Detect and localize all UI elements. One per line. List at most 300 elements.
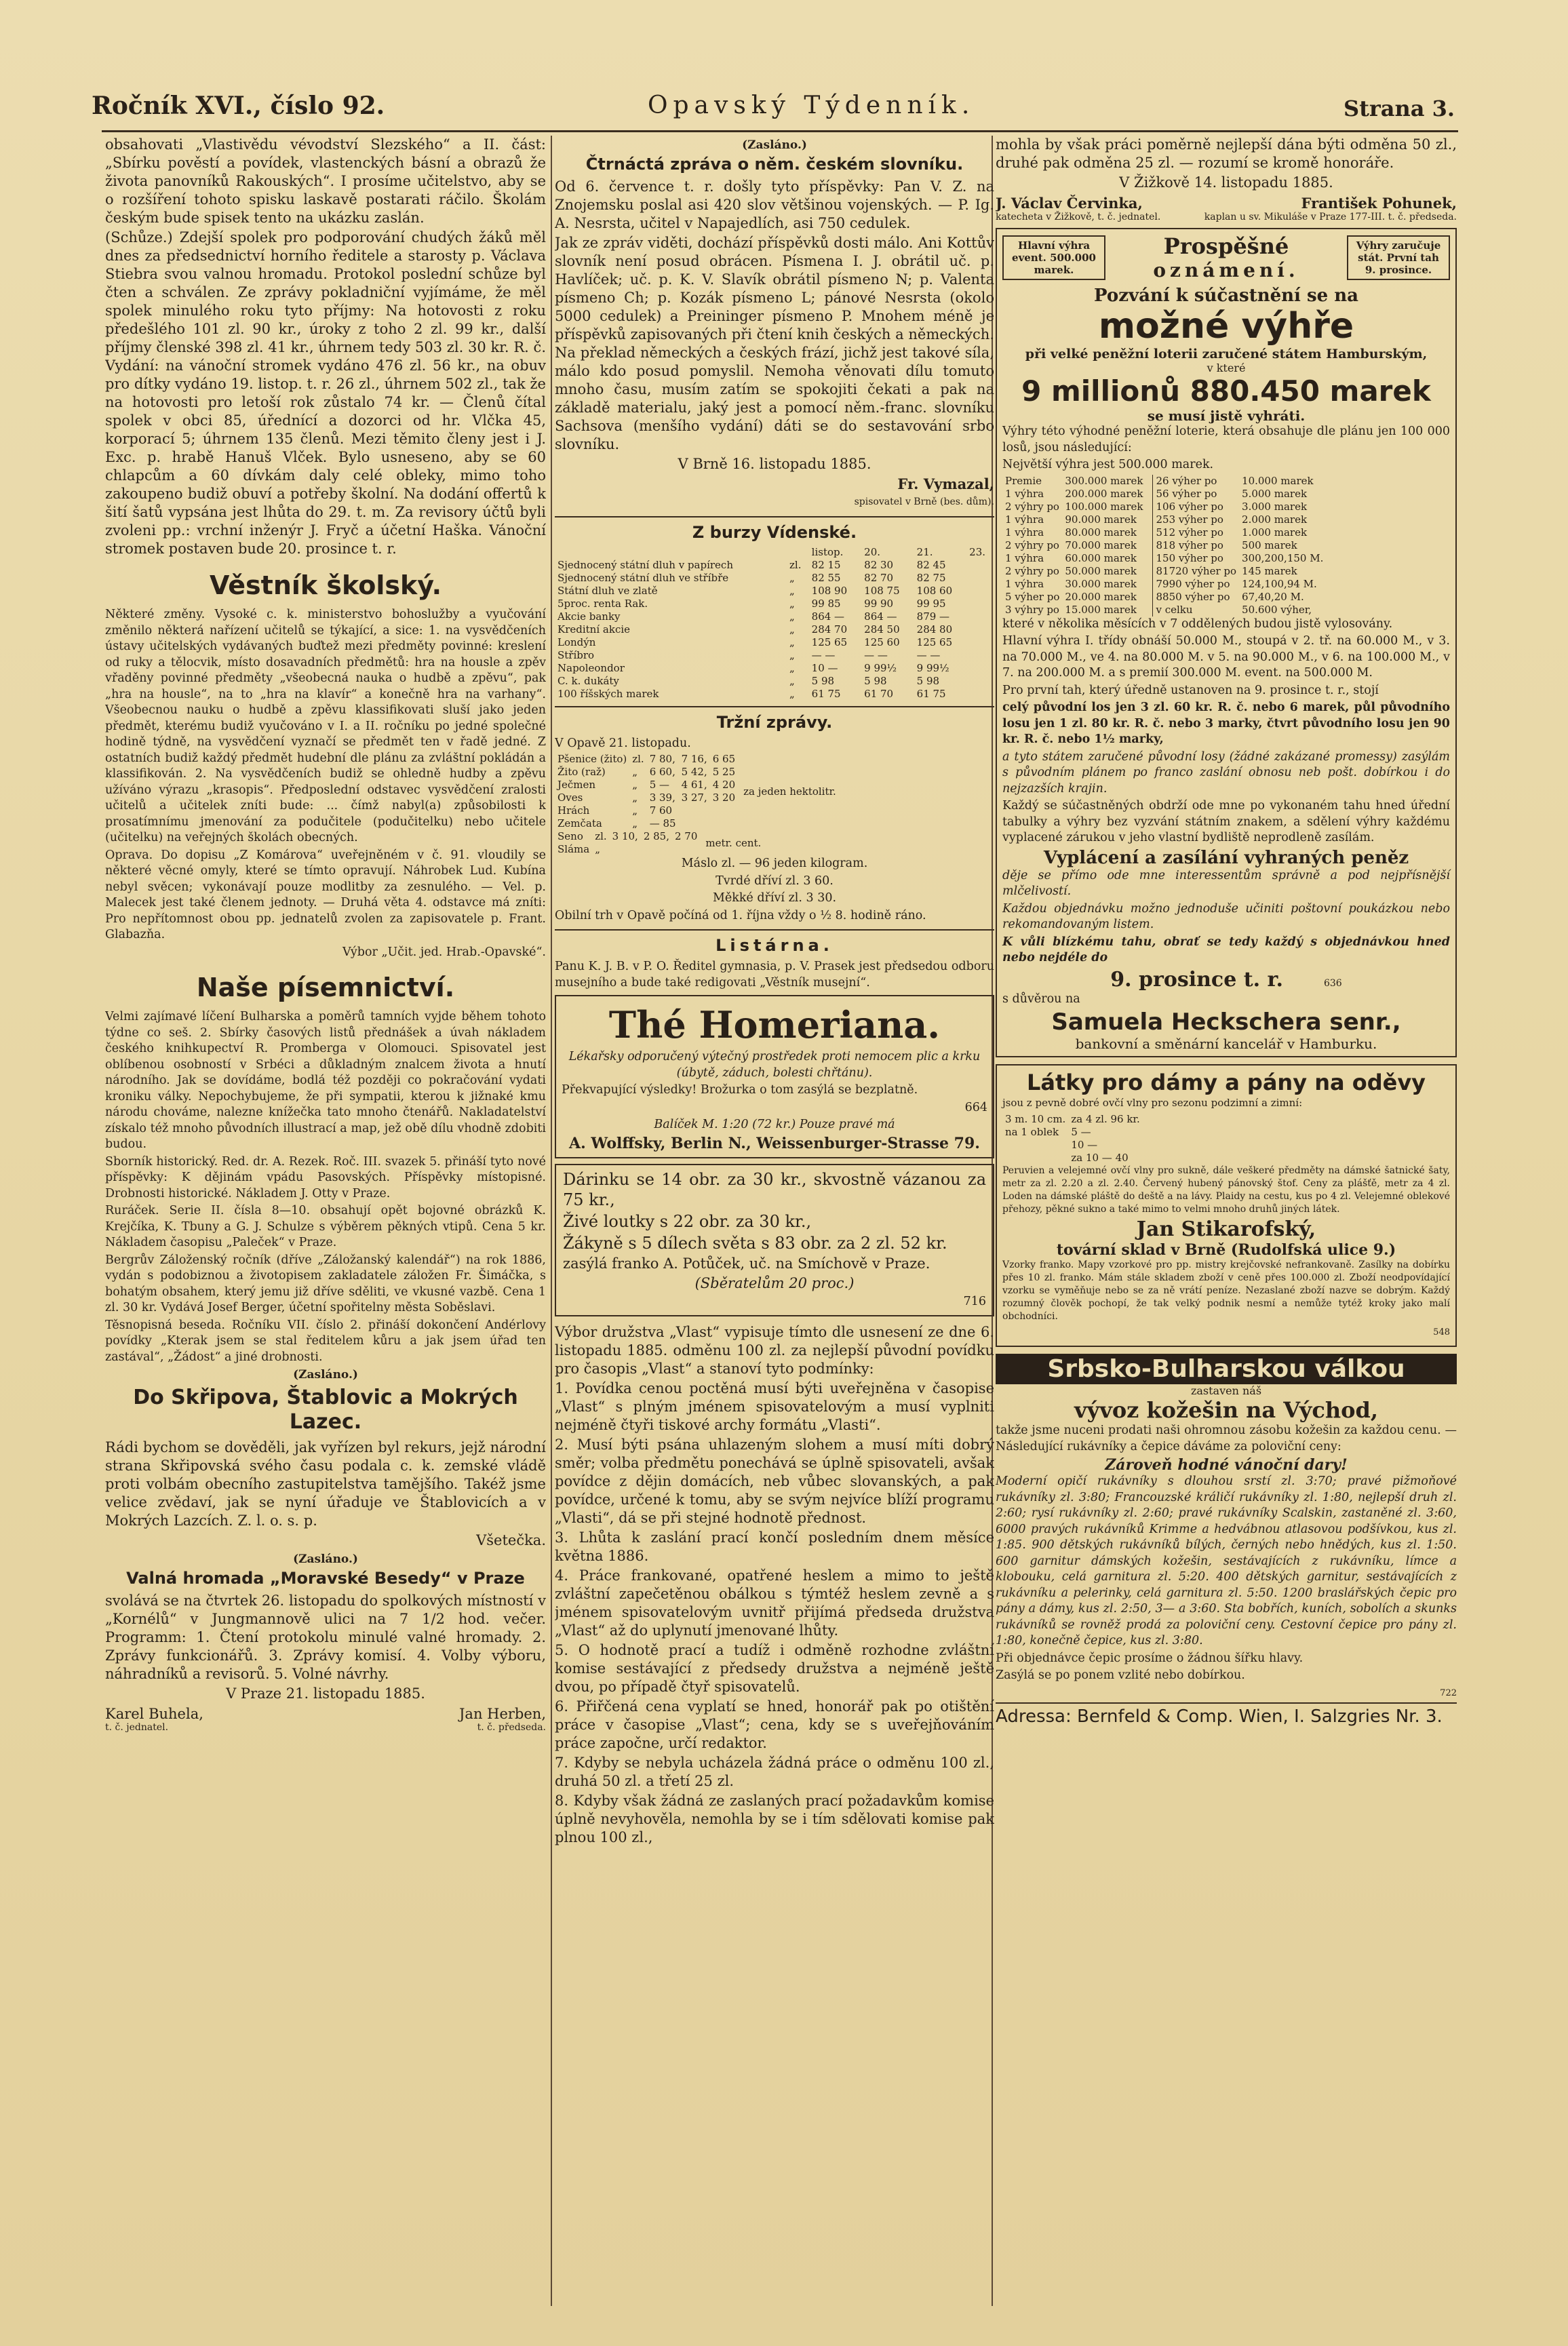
latky-ad (996, 1064, 1457, 1347)
article-text: Těsnopisná beseda. Ročníku VII. číslo 2. přináší dokončení Andérlovy povídky „Kterak jsem se stal ředitelem kůru a jak jsem úřad ten zastával“, „Žádost“ a jiné drobnosti. (105, 1318, 546, 1364)
table-cell: 5 98 (916, 674, 940, 687)
table-cell: „ (789, 648, 795, 661)
market-note: Máslo zl. — 96 jeden kilogram. (681, 857, 868, 870)
table-row (555, 675, 994, 688)
article-text: svolává se na čtvrtek 26. listopadu do spolkových místností v „Kornélů“ v Jungmannově ulici na 7 1/2 hod. večer. Programm: 1. Čtení protokolu minulé valné hromady. 2. Zprávy funkcionářů. 3. Zprávy komisí. 4. Volby výboru, náhradníků a revisorů. 5. Volné návrhy. (105, 1592, 546, 1682)
table-cell: zl. (595, 830, 607, 842)
article-text: 4. Práce frankované, opatřené heslem a mimo to ještě zvláštní zapečetěnou obálkou s týmtéž heslem zevně a s jménem spisovatelovým uvnitř přijímá předseda družstva „Vlast“ až do uplynutí jmenované lhůty. (555, 1567, 994, 1639)
table-cell: 2 70 (675, 830, 698, 842)
ad-firm-sub: bankovní a směnární kancelář v Hamburku. (1075, 1036, 1377, 1052)
table-cell: 56 výher po (1156, 487, 1217, 500)
article-text: Ruráček. Serie II. čísla 8—10. obsahují opět bojovné obrázků K. Krejčíka, K. Tbuny a G. J. Schulze s výběrem pěkných vtipů. Cena 5 kr. Nákladem časopisu „Paleček“ v Praze. (105, 1204, 546, 1249)
table-cell: 10 — (811, 661, 838, 674)
divider (555, 706, 994, 707)
section-heading: Věstník školský. (209, 570, 442, 600)
table-row (555, 804, 738, 817)
ad-text: takže jsme nuceni prodati naši ohromnou zásobu kožešin za každou cenu. — Následující rukávníky a čepice dáváme za poloviční ceny: (996, 1424, 1457, 1453)
table-cell: zl. (789, 558, 802, 571)
table-row (1153, 513, 1327, 526)
ad-number: 716 (963, 1294, 986, 1308)
table-row (555, 598, 994, 610)
table-row (555, 791, 738, 804)
ad-text: Největší výhra jest 500.000 marek. (1002, 458, 1214, 471)
table-cell: „ (595, 843, 600, 855)
ad-text: Peruvien a velejemné ovčí vlny pro sukně, dále veškeré předměty na dámské šatnické šaty, metr za zl. 2.20 a zl. 2.40. Červený hubený pánovský štof. Ceny za plášťě, metr za 4 zl. Loden na dámské pláště do deště a na lávy. Plaidy na cestu, kus po 4 zl. Velejemné oblekové přehozy, pěkné sukno a také mimo to velmi mnoho druhů jiných látek. (1002, 1165, 1450, 1215)
homeriana-ad (555, 995, 994, 1158)
table-row (1002, 539, 1145, 552)
ad-heading: vývoz kožešin na Východ, (1074, 1397, 1378, 1423)
article-text: 1. Povídka cenou poctěná musí býti uveřejněna v časopise „Vlast“ s plným jménem spisovatelovým a musí vyplniti nejméně čtyři tiskové archy formátu „Vlasti“. (555, 1380, 994, 1433)
ad-address: A. Wolffsky, Berlin N., Weissenburger-Strasse 79. (569, 1134, 980, 1152)
article-text: 2. Musí býti psána uhlazeným slohem a musí míti dobrý směr; volba předmětu ponechává se úplně spisovateli, avšak povídce z dějin domácích, neb vůbec slovanských, a pak povídce, určené k tomu, aby se svým nejvíce blíží programu „Vlasti“, dá se při stejné hodnotě přednost. (555, 1436, 994, 1526)
signer-role: t. č. jednatel. (105, 1722, 169, 1733)
zaslano-label: (Zasláno.) (293, 1368, 358, 1382)
section-heading: Z burzy Vídenské. (692, 522, 857, 542)
ad-heading: Zároveň hodné vánoční dary! (1105, 1456, 1348, 1474)
table-row (555, 766, 738, 779)
ad-text: Dárinku se 14 obr. za 30 kr., skvostně vázanou za 75 kr., (563, 1169, 986, 1209)
burza-table (555, 546, 994, 701)
dateline: V Praze 21. listopadu 1885. (226, 1685, 425, 1702)
table-row (1153, 475, 1327, 488)
ad-firm-sub: tovární sklad v Brně (Rudolfská ulice 9.) (1056, 1240, 1396, 1259)
table-row (1002, 1152, 1143, 1165)
table-cell: „ (632, 766, 638, 778)
table-cell (679, 804, 710, 817)
table-cell: „ (789, 584, 795, 597)
table-cell: 818 výher po (1156, 539, 1223, 551)
table-cell (787, 546, 809, 559)
table-cell: 99 95 (916, 597, 946, 610)
zaslano-label: (Zasláno.) (293, 1552, 358, 1566)
table-cell: 284 80 (916, 623, 953, 636)
article-text: Rádi bychom se dověděli, jak vyřízen byl rekurs, jejž národní strana Skřipovská svého času podala c. k. zemské vládě proti volbám obecního zastupitelstva tamějšího. Takéž jsme velice zvědaví, jak se nyní úřaduje ve Štablovicích a v Mokrých Lazcích. Z. l. o. s. p. (105, 1439, 546, 1529)
table-cell: 82 75 (916, 571, 946, 584)
zaslano-label: (Zasláno.) (742, 138, 807, 152)
table-cell: 61 75 (811, 687, 841, 700)
ad-text: celý původní los jen 3 zl. 60 kr. R. č. nebo 6 marek, půl původního losu jen 1 zl. 80 kr. R. č. nebo 3 marky, čtvrt původního losu jen 90 kr. R. č. nebo 1½ marky, (1002, 701, 1450, 746)
table-cell: 864 — (811, 610, 845, 623)
article-text: Velmi zajímavé líčení Bulharska a poměrů tamních vyjde během tohoto týdne co seš. 2. Sbírky časových listů přednášek a úvah nákladem českého knihkupectví R. Promberga v Olomouci. Spisovatel jest oblíbenou osobností v Srbéci a důkladným znalcem života a hnutí národního. Jak se dovídáme, bodlá též později co pokračování vydati kroniku války. Nepochybujeme, že při sympatii, kterou k jižnaké kmu národu chováme, nalezne knížečka tato mnoho čtenářů. Nakladatelství získalo též mnoho původních illustrací a map, jež obě dílu vhodně zdobiti budou. (105, 1010, 546, 1151)
table-cell: 99 90 (864, 597, 894, 610)
ad-heading: v které (1207, 361, 1246, 374)
table-cell: Kreditní akcie (557, 623, 631, 636)
table-row (1002, 1139, 1143, 1152)
table-cell (679, 817, 710, 830)
table-cell: Sláma (557, 843, 590, 855)
table-cell: „ (789, 636, 795, 648)
table-cell: zl. (632, 753, 644, 765)
table-row (1153, 526, 1327, 539)
ad-heading: se musí jistě vyhráti. (1147, 408, 1306, 424)
article-text: Sborník historický. Red. dr. A. Rezek. Roč. III. svazek 5. přináší tyto nové příspěvky: K dějinám vpádu Pasovských. Příspěvky místopisné. Drobnosti historické. Nákladem J. Otty v Praze. (105, 1154, 546, 1200)
ad-text: (Sběratelům 20 proc.) (694, 1274, 855, 1291)
table-cell: 67,40,20 M. (1242, 590, 1304, 603)
table-row (555, 572, 994, 585)
table-row (555, 843, 700, 856)
ad-firm: Jan Stikarofský, (1136, 1217, 1316, 1241)
ad-heading: Pozvání k súčastnění se na (1094, 286, 1358, 306)
table-cell: 4 61, (681, 779, 707, 791)
table-cell (710, 804, 738, 817)
table-cell: 3 10, (612, 830, 638, 842)
srbsko-ad (996, 1354, 1457, 1727)
ad-text: které v několika měsících v 7 oddělených budou jistě vylosovány. (1002, 617, 1393, 631)
table-cell: 82 30 (864, 558, 894, 571)
table-cell: „ (632, 804, 638, 817)
table-row (1002, 488, 1145, 501)
table-cell: 1 výhra (1005, 513, 1044, 526)
table-cell: 70.000 marek (1065, 539, 1137, 551)
divider (555, 929, 994, 931)
table-cell: Napoleondor (557, 661, 625, 674)
table-cell: 81720 výher po (1156, 564, 1237, 577)
table-cell: Ječmen (557, 779, 596, 791)
signature-left (105, 1706, 203, 1733)
issue-number: Ročník XVI., číslo 92. (92, 92, 385, 120)
ad-left-box: Hlavní výhra event. 500.000 marek. (1002, 235, 1105, 280)
table-cell: 108 75 (864, 584, 900, 597)
table-row (1002, 565, 1145, 578)
table-cell: 125 65 (811, 636, 848, 648)
table-cell: 6 65 (712, 753, 736, 765)
ad-number: 548 (1433, 1327, 1450, 1337)
table-cell: 3 20 (712, 791, 736, 804)
article-text: Bergrův Záloženský ročník (dříve „Záložanský kalendář“) na rok 1886, vydán s podobiznou a životopisem zakladatele záložen Fr. Šimáčka, s bohatým obsahem, který jemu již dříve sděliti, ve vkusné vazbě. Cena 1 zl. 30 kr. Vydává Josef Berger, účetní spořitelny města Soběslavi. (105, 1253, 546, 1314)
table-cell: Seno (557, 830, 583, 842)
table-row (555, 649, 994, 662)
table-header: 23. (969, 545, 986, 558)
table-cell: — — (811, 648, 836, 661)
table-cell: za 4 zl. 96 kr. (1071, 1112, 1140, 1125)
table-cell: „ (632, 817, 638, 829)
market-table (555, 753, 738, 830)
table-cell: 7 80, (649, 753, 675, 765)
table-cell: 61 75 (916, 687, 946, 700)
ad-text: Při objednávce čepic prosíme o žádnou šířku hlavy. (996, 1651, 1304, 1665)
table-cell: 80.000 marek (1065, 526, 1137, 539)
table-cell: na 1 oblek (1005, 1125, 1059, 1138)
table-cell: 500 marek (1242, 539, 1297, 551)
ad-text: Překvapující výsledky! Brožurka o tom zasýlá se bezplatně. (562, 1083, 918, 1097)
table-cell: Oves (557, 791, 583, 804)
table-cell: 5 98 (811, 674, 835, 687)
page-header (92, 92, 1455, 124)
unit-label: za jeden hektolitr. (743, 785, 836, 798)
table-cell: 2 výhry po (1005, 500, 1059, 513)
ad-text: a tyto státem zaručené původní losy (žádné zakázané promessy) zasýlám s původním plánem po franco zaslání obnosu neb pošt. dobírkou i do nejzazších krajin. (1002, 749, 1450, 796)
table-cell: Stříbro (557, 648, 595, 661)
table-cell: — 85 (649, 817, 676, 829)
table-cell: Pšenice (žito) (557, 753, 627, 765)
signature: Výbor „Učit. jed. Hrab.-Opavské“. (342, 945, 546, 959)
table-cell: „ (789, 674, 795, 687)
ad-heading: 9 millionů 880.450 marek (1021, 374, 1431, 408)
ad-text: Balíček M. 1:20 (72 kr.) Pouze pravé má (654, 1118, 895, 1131)
article-text: obsahovati „Vlastivědu vévodství Slezského“ a II. část: „Sbírku pověstí a povídek, vlastenckých básní a obrazů že života panovníků Rakouských“. I prosíme učitelstvo, aby se o rozšíření tohoto spisku laskavě postarati ráčilo. Školám českým bude spisek tento na ukázku zaslán. (105, 136, 546, 226)
table-row (1153, 604, 1327, 617)
table-cell: 50.600 výher, (1242, 603, 1312, 616)
market-note: Obilní trh v Opavě počíná od 1. října vždy o ½ 8. hodině ráno. (555, 908, 926, 922)
table-cell: 125 65 (916, 636, 953, 648)
article-text: Výbor družstva „Vlast“ vypisuje tímto dle usnesení ze dne 6. listopadu 1885. odměnu 100 zl. za nejlepší původní povídku pro časopis „Vlast“ a stanoví tyto podmínky: (555, 1324, 994, 1377)
article-text: Jak ze zpráv viděti, dochází příspěvků dosti málo. Ani Kottův slovník není posud obrácen. Písmena I. J. obrátil uč. p. Havlíček; uč. p. K. V. Slavík obrátil písmeno N; p. Valenta písmeno Ch; p. Kozák písmeno L; pánové Nesrsta (okolo 5000 cedulek) a Preininger písmeno P. Mnohem méně je příspěvků zapisovaných při čtení knih českých a německých. Na překlad německých a českých frází, jichž jest takové síla, málo kdo posud pomyslil. Nemoha věnovati dílu tomuto mnoho času, musím zatím se spokojiti čekati a pak na základě materialu, jaký jest a pomocí něm.-franc. slovníku Sachsova (menšího vydání) dáti se do sestavování srbo slovníku. (555, 235, 994, 452)
unit-label: metr. cent. (705, 837, 762, 849)
page-number: Strana 3. (1343, 96, 1455, 121)
ad-firm: Samuela Heckschera senr., (1051, 1009, 1401, 1036)
table-cell: Státní dluh ve zlatě (557, 584, 658, 597)
table-cell: 145 marek (1242, 564, 1297, 577)
ad-text: jsou z pevně dobré ovčí vlny pro sezonu podzimní a zimní: (1002, 1097, 1303, 1109)
table-cell: 90.000 marek (1065, 513, 1137, 526)
table-row (1153, 591, 1327, 604)
table-cell: 1 výhra (1005, 526, 1044, 539)
table-cell: 2 85, (643, 830, 669, 842)
table-row (1002, 604, 1145, 617)
ad-text: děje se přímo ode mne interessentům správně a pod nejpřísnější mlčelivostí. (1002, 868, 1450, 898)
article-text: 7. Kdyby se nebyla ucházela žádná práce o odměnu 100 zl., druhá 50 zl. a třetí 25 zl. (555, 1755, 994, 1789)
signer-role: kaplan u sv. Mikuláše v Praze 177-III. t. č. předseda. (1204, 212, 1457, 222)
ad-number: 636 (1323, 977, 1342, 989)
table-cell: 3.000 marek (1242, 500, 1308, 513)
dateline: V Opavě 21. listopadu. (555, 736, 691, 750)
table-row (1002, 591, 1145, 604)
table-cell: 512 výher po (1156, 526, 1223, 539)
table-cell: 5.000 marek (1242, 487, 1308, 500)
table-row (1153, 578, 1327, 591)
table-cell: 284 50 (864, 623, 900, 636)
table-cell: 300,200,150 M. (1242, 551, 1324, 564)
section-heading: Valná hromada „Moravské Besedy“ v Praze (126, 1569, 525, 1588)
signer-name: František Pohunek, (1301, 195, 1457, 212)
ad-title: Thé Homeriana. (608, 1003, 941, 1047)
article-text: Panu K. J. B. v P. O. Ředitel gymnasia, p. V. Prasek jest předsedou odboru musejního a bude také redigovati „Věstník musejní“. (555, 960, 994, 990)
table-cell: 5 42, (681, 766, 707, 778)
table-cell: 50.000 marek (1065, 564, 1137, 577)
table-cell (672, 843, 700, 856)
table-row (555, 662, 994, 675)
table-cell: Akcie banky (557, 610, 621, 623)
table-cell: — — (916, 648, 941, 661)
table-row (555, 753, 738, 766)
signer-name: J. Václav Červinka, (996, 195, 1143, 212)
signature-right (1204, 195, 1457, 222)
ad-text: Pro první tah, který úředně ustanoven na 9. prosince t. r., stojí (1002, 683, 1379, 697)
section-heading: Tržní zprávy. (716, 712, 833, 732)
table-cell: Žito (raž) (557, 766, 606, 778)
table-cell: 100 říšských marek (557, 687, 659, 700)
table-cell: C. k. dukáty (557, 674, 619, 687)
table-cell: 284 70 (811, 623, 848, 636)
prize-table (1152, 475, 1327, 617)
table-cell: 253 výher po (1156, 513, 1223, 526)
table-cell: 82 70 (864, 571, 894, 584)
table-cell: 10 — (1071, 1138, 1098, 1151)
ad-text: Výhry této výhodné peněžní loterie, která obsahuje dle plánu jen 100 000 losů, jsou následující: (1002, 425, 1450, 454)
ad-heading: při velké peněžní loterii zaručené státem Hamburským, (1025, 347, 1428, 361)
fabric-table (1002, 1113, 1143, 1165)
article-text: (Schůze.) Zdejší spolek pro podporování chudých žáků měl dnes za předsednictví horního ředitele a starosty p. Václava Stiebra svou valnou hromadu. Protokol poslední schůze byl čten a schválen. Ze zprávy pokladniční vyjímáme, že měl spolek minulého roku tyto příjmy: Na hotovosti z roku předešlého 101 zl. 90 kr., úroky z toho 2 zl. 99 kr., další příjmy členské 398 zl. 41 kr., úhrnem tedy 503 zl. 30 kr. R. č. Vydání: na vánoční stromek vydáno 476 zl. 56 kr., na obuv pro dítky vydáno 19. listop. t. r. 26 zl., úhrnem 502 zl., tak že na hotovosti pro letoší rok zůstalo 74 kr. — Členů čítal spolek v obci 85, úřednící a dozorci od hr. Vlčka 45, korporací 5; úhrnem 135 členů. Mezi těmito členy jest i J. Exc. p. hrabě Hanuš Vlček. Bylo usneseno, aby se 60 chlapcům a 60 dívkám daly celé obleky, mimo toho zakoupeno budiž obuví a potřeby školní. Na dodání offertů k šití šatů vypsána jest lhůta do 29. t. m. Za revisory účtů byli zvoleni pp.: vrchní inženýr J. Fryč a účetní Haška. Vánoční stromek postaven bude 20. prosince t. r. (105, 229, 546, 557)
column-2 (555, 136, 994, 2306)
table-cell: 5 25 (712, 766, 736, 778)
table-cell: 5 98 (864, 674, 887, 687)
table-row (555, 830, 700, 843)
ad-title: Prospěšné (1163, 233, 1289, 259)
table-cell (1002, 1152, 1068, 1165)
table-cell: „ (789, 687, 795, 700)
ad-title: oznámení. (1153, 259, 1299, 281)
table-cell: 61 70 (864, 687, 894, 700)
ad-number: 722 (1440, 1687, 1457, 1698)
table-row (1002, 1126, 1143, 1139)
signer-role: spisovatel v Brně (bes. dům). (854, 496, 994, 507)
table-cell: 125 60 (864, 636, 900, 648)
table-cell: — — (864, 648, 888, 661)
table-cell: 5 — (649, 779, 670, 791)
table-cell: 108 90 (811, 584, 848, 597)
ad-address: Adressa: Bernfeld & Comp. Wien, I. Salzgries Nr. 3. (996, 1702, 1457, 1727)
ad-center (1153, 233, 1299, 281)
table-cell: 6 60, (649, 766, 675, 778)
table-cell: 30.000 marek (1065, 577, 1137, 590)
table-cell: 106 výher po (1156, 500, 1223, 513)
table-cell: „ (789, 661, 795, 674)
table-row (555, 636, 994, 649)
table-row (1002, 552, 1145, 565)
table-row (1002, 578, 1145, 591)
signatures (996, 195, 1457, 222)
article-text: Některé změny. Vysoké c. k. ministerstvo bohoslužby a vyučování změnilo některá nařízení učitelů se týkající, a sice: 1. na vysvědčeních ústavy učitelských vydávaných buďtež mezi předměty povinné: kreslení od ruky a tělocvik, místo dosavadních předmětů: hra na housle a zpěv vřaděny povinné předměty „všeobecná nauka o hudbě a zpěvu“, pak „hra na housle“, na to „hra na klavír“ a konečně hra na varhany“. Všeobecnou nauku o hudbě a zpěvu klassifikovati sluší jako jeden předmět, kterému budiž vyučováno v I. a II. ročníku po jedné společné hodině týdně, na vysvědčení vyznačí se předmět ten v řadě jedné. Z ostatních budiž každý předmět hudební dle plánu za zvláštní pokládán a klassifikován. 2. Na vysvědčeních budiž se ohledně hudby a zpěvu užíváno výrazu „krasopis“. Předposlední odstavec vysvědčení zralosti učitelů a učitelek zníti bude: ... čímž nabyl(a) způsobilosti k prosatímnímu jmenování za podučitele (podučitelku) nebo učitele (učitelku) na veřejných školách obecných. (105, 608, 546, 844)
signer-name: Karel Buhela, (105, 1706, 203, 1722)
ad-text: Žákyně s 5 dílech světa s 83 obr. za 2 zl. 52 kr. (563, 1233, 947, 1253)
table-cell: v celku (1156, 603, 1193, 616)
table-cell: 2 výhry po (1005, 564, 1059, 577)
ad-text: Každou objednávku možno jednoduše učiniti poštovní poukázkou nebo rekomandovaným listem. (1002, 901, 1450, 931)
prize-table (1002, 475, 1145, 617)
table-row (555, 623, 994, 636)
table-cell: 3 39, (649, 791, 675, 804)
ad-text: Moderní opičí rukávníky s dlouhou srstí zl. 3:70; pravé pižmoňové rukávníky zl. 3:80; Francouzské králičí rukávníky zl. 1:80, nejlepší druh zl. 2:60; rysí rukávníky zl. 2:60; pravé rukávníky Scalskin, zastaněné zl. 3:60, 6000 pravých rukávníků Krimme a hedvábnou atlasovou podšívkou, kus zl. 1:85. 900 dětských rukávníků bílých, černých nebo hnědých, kus zl. 1:50. 600 garnitur dámských kožešin, sestávajících z rukávníku, límce a klobouku, celá garnitura zl. 5:20. 400 dětských garnitur, sestávajících z rukávníku a pelerinky, celá garnitura zl. 5:50. 1200 braslářských čepic pro pány a dámy, kus zl. 2:50, 3— a 3:60. Sta bobřích, kuních, sobolích a skunks rukávníků se rovněž prodá za poloviční ceny. Cestovní čepice pro pány zl. 1:80, konečně čepice, kus zl. 3:80. (996, 1474, 1457, 1647)
table-cell: „ (789, 610, 795, 623)
table-row (555, 817, 738, 830)
article-text: mohla by však práci poměrně nejlepší dána býti odměna 50 zl., druhé pak odměna 25 zl. — rozumí se kromě honoráře. (996, 136, 1457, 171)
article-text: 5. O hodnotě prací a tudíž i odměně rozhodne zvláštní komise sestávající z předsedy družstva a nejméně ještě dvou, po případě čtyř spisovatelů. (555, 1642, 994, 1695)
table-header: 20. (864, 545, 881, 558)
ad-right-box: Výhry zaručuje stát. První tah 9. prosince. (1347, 235, 1450, 280)
article-text: Od 6. července t. r. došly tyto příspěvky: Pan V. Z. na Znojemsku poslal asi 420 slov většinou vojenských. — P. Ig. A. Nesrsta, učitel v Napajedlích, asi 750 cedulek. (555, 178, 994, 231)
signature: Fr. Vymazal, (897, 475, 994, 492)
table-cell: „ (789, 597, 795, 610)
table-header: listop. (811, 545, 844, 558)
table-row (555, 779, 738, 791)
table-cell: 3 27, (681, 791, 707, 804)
ad-text: zasýlá franko A. Potůček, uč. na Smíchově v Praze. (563, 1255, 930, 1272)
signer-role: t. č. předseda. (477, 1722, 546, 1733)
table-cell (641, 843, 672, 856)
column-divider (551, 136, 552, 2306)
table-cell: 100.000 marek (1065, 500, 1143, 513)
table-cell: 5 — (1071, 1125, 1091, 1138)
newspaper-title: Opavský Týdenník. (648, 92, 975, 119)
table-cell: 3 m. 10 cm. (1005, 1112, 1066, 1125)
table-cell: 7 16, (681, 753, 707, 765)
table-cell: 3 výhry po (1005, 603, 1059, 616)
ad-text: Živé loutky s 22 obr. za 30 kr., (563, 1211, 812, 1231)
dateline: V Brně 16. listopadu 1885. (678, 456, 871, 472)
ad-heading: Vyplácení a zasílání vyhraných peněz (1043, 847, 1409, 868)
table-cell: 82 15 (811, 558, 841, 571)
ad-text: Vzorky franko. Mapy vzorkové pro pp. mistry krejčovské nefrankovaně. Zasílky na dobírku přes 10 zl. franko. Mám stále skladem zboží v ceně přes 100.000 zl. Zboží neodpovídající vzorku se vyměňuje nebo se za ně vrátí peníze. Nezaslané zboží nazve se dobrým. Každý rozumný člověk pochopí, že tak velký podnik nesmí a nemůže tytéž kroky jako malí obchodníci. (1002, 1259, 1450, 1322)
section-heading: Čtrnáctá zpráva o něm. českém slovníku. (585, 155, 964, 174)
table-cell: 60.000 marek (1065, 551, 1137, 564)
ad-text: Zasýlá se po ponem vzlité nebo dobírkou. (996, 1668, 1245, 1682)
table-cell: 864 — (864, 610, 897, 623)
table-cell: Londýn (557, 636, 596, 648)
table-cell (710, 817, 738, 830)
table-cell: 4 20 (712, 779, 736, 791)
table-cell: „ (789, 623, 795, 636)
table-row (1002, 501, 1145, 513)
signature-right (459, 1706, 546, 1733)
table-cell: 1.000 marek (1242, 526, 1308, 539)
table-cell: 5 výher po (1005, 590, 1060, 603)
table-cell (555, 546, 787, 559)
ad-number: 664 (964, 1100, 987, 1114)
table-cell: 9 99½ (864, 661, 897, 674)
table-cell: 1 výhra (1005, 487, 1044, 500)
table-cell: 82 45 (916, 558, 946, 571)
ad-date-row (1002, 968, 1450, 992)
table-cell: 7990 výher po (1156, 577, 1230, 590)
table-row (1153, 501, 1327, 513)
table-row (555, 610, 994, 623)
table-cell: „ (789, 571, 795, 584)
table-cell: Premie (1005, 474, 1042, 487)
table-cell: 879 — (916, 610, 950, 623)
divider (555, 516, 994, 517)
article-text: 8. Kdyby však žádná ze zaslaných prací požadavkům komise úplně nevyhověla, nemohla by se i tím sdělovati komise pak plnou 100 zl., (555, 1793, 994, 1845)
table-row (1002, 513, 1145, 526)
table-cell: 2 výhry po (1005, 539, 1059, 551)
table-row (1002, 526, 1145, 539)
table-row (1002, 1113, 1143, 1126)
table-cell: „ (632, 779, 638, 791)
table-row (1002, 475, 1145, 488)
table-cell: 150 výher po (1156, 551, 1223, 564)
ad-text: zastaven náš (1190, 1384, 1262, 1397)
section-heading: Do Skřipova, Štablovic a Mokrých Lazec. (133, 1386, 518, 1434)
table-row (1153, 552, 1327, 565)
header-rule (102, 130, 1458, 132)
article-text: Oprava. Do dopisu „Z Komárova“ uveřejněném v č. 91. vloudily se některé věcné omyly, které se tímto opravují. Náhrobek Lud. Kubína nebyl svěcen; vykonávají pouze modlitby za zesnulého. — Vel. p. Malecek jest také členem jednoty. — Druhá věta 4. odstavce má zníti: Pro nepřítomnost obou pp. jednatelů zvolen za zapisovatele p. Frant. Glabazňa. (105, 848, 546, 941)
table-cell: 200.000 marek (1065, 487, 1143, 500)
ad-text: Lékařsky odporučený výtečný prostředek proti nemocem plic a krku (úbytě, záduch, bolesti chřtánu). (568, 1050, 981, 1080)
table-cell: 82 55 (811, 571, 841, 584)
ad-text: Hlavní výhra I. třídy obnáší 50.000 M., stoupá v 2. tř. na 60.000 M., v 3. na 70.000 M., ve 4. na 80.000 M. v 5. na 90.000 M., v 6. na 100.000 M., v 7. na 200.000 M. a s premií 300.000 M. event. na 500.000 M. (1002, 634, 1450, 680)
ad-heading: Srbsko-Bulharskou válkou (996, 1354, 1457, 1384)
article-text: 3. Lhůta k zaslání prací končí posledním dnem měsíce května 1886. (555, 1529, 994, 1564)
table-cell (1002, 1139, 1068, 1152)
table-row (555, 585, 994, 598)
market-block (555, 830, 994, 856)
table-cell: 108 60 (916, 584, 953, 597)
table-row (555, 559, 994, 572)
market-note: Měkké dříví zl. 3 30. (712, 891, 837, 905)
table-cell: 26 výher po (1156, 474, 1217, 487)
section-heading: Listárna. (716, 936, 834, 955)
table-cell: Hrách (557, 804, 590, 817)
table-cell: 9 99½ (916, 661, 949, 674)
